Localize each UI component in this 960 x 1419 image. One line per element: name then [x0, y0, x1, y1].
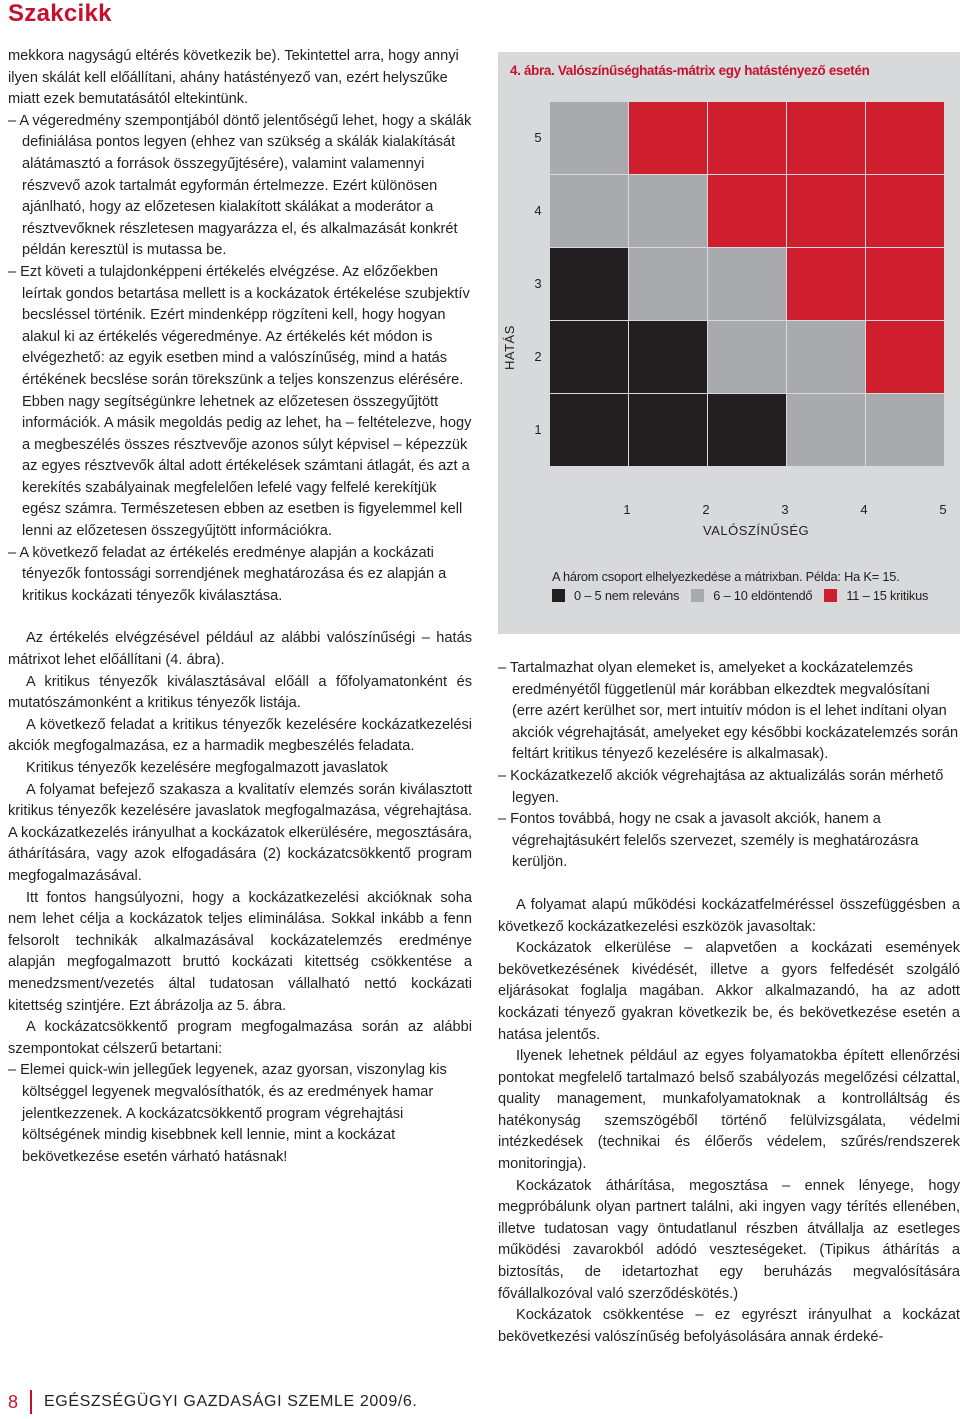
legend-swatch: [824, 589, 837, 602]
page-footer: [8, 1390, 417, 1414]
legend-item: [691, 588, 812, 603]
paragraph: Kritikus tényezők kezelésére megfogalmazott javaslatok: [26, 760, 388, 776]
paragraph: A következő feladat a kritikus tényezők kezelésére kockázatkezelési akciók megfogalmazása, ez a harmadik megbeszélés feladata.: [8, 716, 472, 755]
legend-item: [552, 588, 679, 603]
matrix-cell-eldontendo: [787, 394, 865, 466]
paragraph: – A következő feladat az értékelés eredménye alapján a kockázati tényezők fontossági sorrendjének meghatározása és ez alapján a kritikus kockázati tényezők kiválasztása.: [8, 544, 447, 604]
y-tick-label: 1: [534, 422, 542, 437]
paragraph: – Fontos továbbá, hogy ne csak a javasolt akciók, hanem a végrehajtásukért felelős szervezet, személy is meghatározásra kerüljön.: [498, 811, 919, 871]
legend-item: [824, 588, 928, 603]
matrix-cell-eldontendo: [866, 394, 944, 466]
paragraph: Itt fontos hangsúlyozni, hogy a kockázatkezelési akcióknak soha nem lehet célja a kockázatok teljes eliminálása. Sokkal inkább a fenn felsorolt technikák alkalmazásával kockázatelemzés eredménye alapján megfogalmazott bruttó kockázati kitettség csökkentése a menedzsment/vezetés által tudatosan vállalható nettó kockázati kitettség szintjére. Ezt ábrázolja az 5. ábra.: [8, 889, 472, 1014]
matrix-cell-eldontendo: [550, 102, 628, 174]
matrix-cell-kritikus: [866, 248, 944, 320]
y-tick-label: 4: [534, 203, 542, 218]
figure-legend: [552, 588, 940, 603]
paragraph: – Tartalmazhat olyan elemeket is, amelyeket a kockázatelemzés eredményétől függetlenül már korábban elkezdtek megvalósítani (erre azért kerülhet sor, mert intuitív módon is el lehet indítani olyan akciók végrehajtását, amelyeket egy későbbi kockázatelemzés során feltárt kritikus tényező kezelésére is alkalmasak).: [498, 660, 959, 763]
paragraph: – Elemei quick-win jellegűek legyenek, azaz gyorsan, viszonylag kis költséggel legyenek megvalósíthatók, és az eredmények hamar jelentkezzenek. A kockázatcsökkentő program végrehajtási költségének mindig kisebbnek kell lennie, mint a kockázat bekövetkezése esetén várható hatásnak!: [8, 1062, 447, 1165]
matrix-cell-kritikus: [866, 102, 944, 174]
paragraph: Kockázatok elkerülése – alapvetően a kockázati események bekövetkezésének kivédését, illetve a gyors felfedését szolgáló eljárásokat foglalja magában. Akkor alkalmazandó, ha az adott kockázati tényező gyakran következik be, és bekövetkezése esetén a hatása jelentős.: [498, 940, 960, 1043]
paragraph: – Kockázatkezelő akciók végrehajtása az aktualizálás során mérhető legyen.: [498, 767, 944, 806]
section-title: Szakcikk: [8, 0, 112, 27]
matrix-cell-nem_relevans: [550, 394, 628, 466]
x-tick-label: 3: [781, 502, 789, 517]
matrix-cell-eldontendo: [629, 248, 707, 320]
right-column: [498, 658, 960, 1348]
legend-label: 11 – 15 kritikus: [846, 588, 929, 603]
paragraph: A kockázatcsökkentő program megfogalmazása során az alábbi szempontokat célszerű betartani:: [8, 1019, 472, 1057]
y-tick-label: 5: [534, 130, 542, 145]
y-tick-label: 3: [534, 276, 542, 291]
figure-caption: A három csoport elhelyezkedése a mátrixban. Példa: Ha K= 15.: [552, 569, 900, 584]
matrix-cell-kritikus: [787, 248, 865, 320]
paragraph: Kockázatok áthárítása, megosztása – ennek lényege, hogy megpróbálunk olyan partnert találni, aki ingyen vagy térítés ellenében, illetve tudatosan vagy öntudatlanul részben átvállalja az esetleges működési zavarokból adódó veszteségeket. (Tipikus áthárítás a biztosítás, de idetartozhat egy beruházás megvalósítására fővállalkozóval való szerződéskötés.): [498, 1177, 960, 1302]
matrix-cell-eldontendo: [708, 321, 786, 393]
matrix-cell-nem_relevans: [629, 394, 707, 466]
matrix-cell-nem_relevans: [629, 321, 707, 393]
legend-swatch: [691, 589, 704, 602]
paragraph-gap: [8, 607, 472, 628]
page-number: 8: [8, 1391, 19, 1412]
matrix-cell-eldontendo: [708, 248, 786, 320]
y-tick-label: 2: [534, 349, 542, 364]
risk-matrix-figure: [498, 52, 960, 634]
x-tick-label: 2: [702, 502, 710, 517]
y-axis-title: HATÁS: [502, 325, 517, 370]
paragraph: A kritikus tényezők kiválasztásával előáll a főfolyamatonként és mutatószámonként a kritikus tényezők listája.: [8, 673, 472, 712]
paragraph: – A végeredmény szempontjából döntő jelentőségű lehet, hogy a skálák definiálása pontos legyen (ehhez van szükség a skálák kialakítását alátámasztó a források összegyűjtésére), valamint valamennyi részvevő azok tartalmát egyformán értelmezze. Ezért különösen ajánlható, hogy az előzetesen kialakított skálákat a moderátor a résztvevőknek részletesen magyarázza el, és alkalmazását konkrét példán keresztül is mutassa be.: [8, 112, 472, 259]
legend-swatch: [552, 589, 565, 602]
paragraph: Az értékelés elvégzésével például az alábbi valószínűségi – hatás mátrixot lehet előállítani (4. ábra).: [8, 630, 472, 669]
matrix-cell-kritikus: [708, 102, 786, 174]
legend-label: 6 – 10 eldöntendő: [713, 588, 813, 603]
paragraph: mekkora nagyságú eltérés következik be). Tekintettel arra, hogy annyi ilyen skálát kell előállítani, ahány hatástényező van, ezért helyszűke miatt ezek bemutatásától eltekintünk.: [8, 48, 459, 108]
matrix-cell-eldontendo: [629, 175, 707, 247]
matrix-cell-eldontendo: [787, 321, 865, 393]
matrix-cell-kritikus: [866, 175, 944, 247]
matrix-cell-kritikus: [787, 102, 865, 174]
matrix-cell-nem_relevans: [708, 394, 786, 466]
journal-name: EGÉSZSÉGÜGYI GAZDASÁGI SZEMLE 2009/6.: [44, 1393, 418, 1410]
matrix-cell-kritikus: [708, 175, 786, 247]
matrix-cell-nem_relevans: [550, 248, 628, 320]
paragraph: A folyamat befejező szakasza a kvalitatív elemzés során kiválasztott kritikus tényezők kezelésére javaslatok megfogalmazása, végrehajtása. A kockázatkezelés irányulhat a kockázatok elkerülésére, megosztására, áthárítására, vagy azok elfogadására (2) kockázatcsökkentő program megfogalmazásával.: [8, 781, 472, 884]
matrix-cell-nem_relevans: [550, 321, 628, 393]
paragraph-gap: [498, 874, 960, 895]
paragraph: Kockázatok csökkentése – ez egyrészt irányulhat a kockázat bekövetkezési valószínűség befolyásolására annak érdeké-: [498, 1307, 960, 1345]
x-axis-title: VALÓSZÍNŰSÉG: [703, 523, 810, 538]
matrix-cell-kritikus: [787, 175, 865, 247]
paragraph: Ilyenek lehetnek például az egyes folyamatokba épített ellenőrzési pontokat megfelelő tartalmazó belső szabályozás megelőzési célzattal, quality management, munkafolyamatoknak a kontrolláltság és hatékonyság szemszögéből történő felülvizsgálata, védelmi intézkedések (technikai és élőerős védelem, szűrés/rendszerek monitoringja).: [498, 1048, 960, 1173]
x-tick-label: 1: [623, 502, 631, 517]
matrix-cell-kritikus: [866, 321, 944, 393]
paragraph: A folyamat alapú működési kockázatfelméréssel összefüggésben a következő kockázatkezelési eszközök javasoltak:: [498, 896, 960, 935]
figure-title: 4. ábra. Valószínűséghatás-mátrix egy hatástényező esetén: [510, 63, 870, 78]
legend-label: 0 – 5 nem releváns: [574, 588, 680, 603]
x-tick-label: 5: [939, 502, 947, 517]
x-tick-label: 4: [860, 502, 868, 517]
paragraph: – Ezt követi a tulajdonképpeni értékelés elvégzése. Az előzőekben leírtak gondos betartása mellett is a kockázatok értékelése szubjektív becsléssel történik. Ezért mindenképp rögzíteni kell, hogy hogyan alakul ki az értékelés végeredménye. Az értékelés két módon is elvégezhető: az egyik esetben mind a valószínűség, mind a hatás értékének becslése során törekszünk a teljes konszenzus elérésére. Ebben nagy segítségünkre lehetnek az előzetesen összegyűjtött információk. A másik megoldás pedig az lehet, ha – feltételezve, hogy a megbeszélés összes résztvevője azonos súlyt képvisel – képezzük az egyes résztvevők által adott értékelések számtani átlagát, és azt a kerekítés szabályainak megfelelően lefelé vagy felfelé kerekítjük egész számra. Természetesen ebben az esetben is figyelemmel kell lenni az előzetesen összegyűjtött információkra.: [8, 263, 472, 540]
footer-divider: [30, 1390, 32, 1414]
matrix-cell-kritikus: [629, 102, 707, 174]
matrix-cell-eldontendo: [550, 175, 628, 247]
left-column: [8, 46, 472, 1168]
